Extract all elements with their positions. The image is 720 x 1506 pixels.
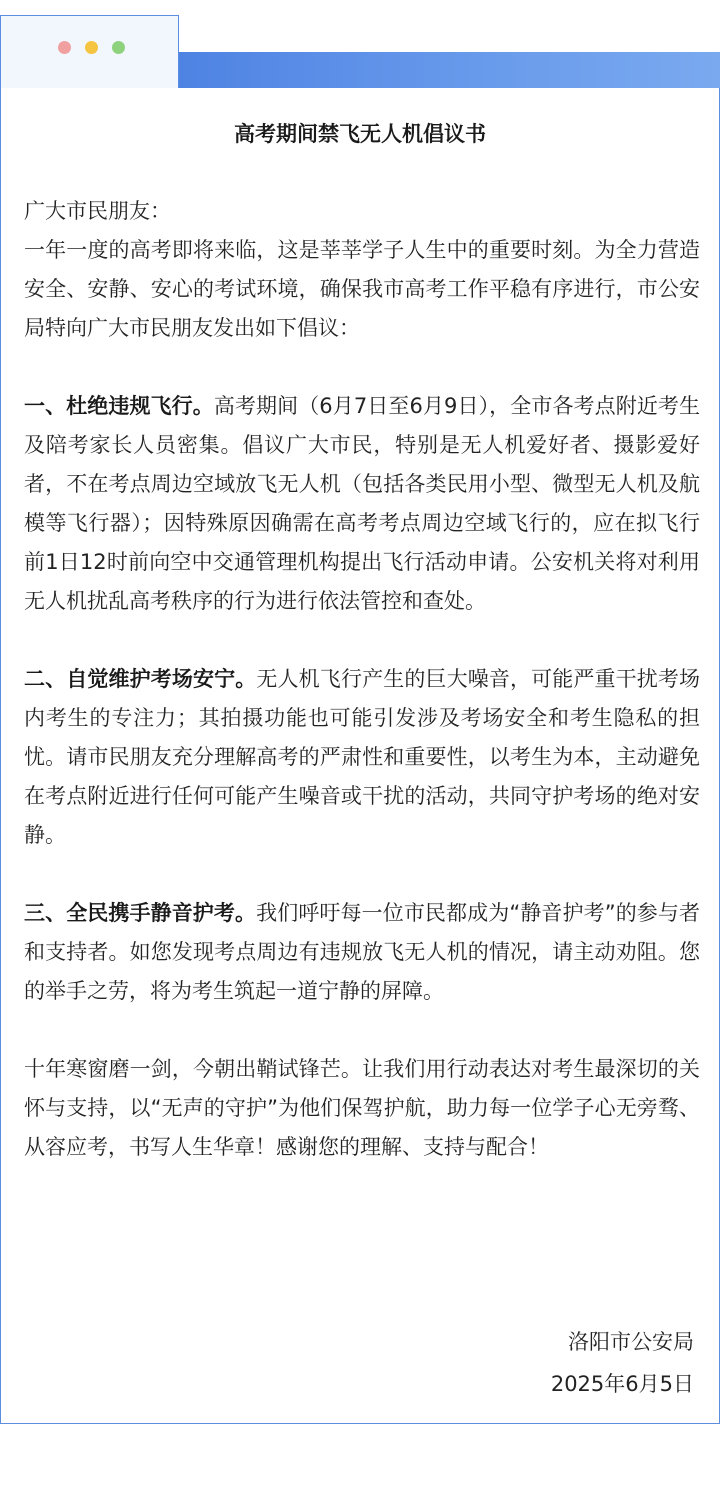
- window-tab: [0, 15, 179, 88]
- header-bar: [179, 52, 720, 88]
- section-2-body: 无人机飞行产生的巨大噪音，可能严重干扰考场内考生的专注力；其拍摄功能也可能引发涉及考场安全和考生隐私的担忧。请市民朋友充分理解高考的严肃性和重要性，以考生为本，主动避免在考点附近进行任何可能产生噪音或干扰的活动，共同守护考场的绝对安静。: [24, 667, 701, 847]
- document-title: 高考期间禁飞无人机倡议书: [234, 122, 486, 146]
- document-body: [24, 192, 700, 1167]
- section-2-heading: 二、自觉维护考场安宁。: [24, 667, 257, 691]
- close-dot-icon: [58, 41, 71, 54]
- greeting: 广大市民朋友：: [24, 199, 171, 223]
- section-3: [24, 894, 700, 1011]
- maximize-dot-icon: [112, 41, 125, 54]
- signature-date: 2025年6月5日: [550, 1372, 694, 1396]
- signature-block: [551, 1321, 694, 1405]
- section-1-body: 高考期间（6月7日至6月9日），全市各考点附近考生及陪考家长人员密集。倡议广大市民，特别是无人机爱好者、摄影爱好者，不在考点周边空域放飞无人机（包括各类民用小型、微型无人机及航模等飞行器）；因特殊原因确需在高考考点周边空域飞行的，应在拟飞行前1日12时前向空中交通管理机构提出飞行活动申请。公安机关将对利用无人机扰乱高考秩序的行为进行依法管控和查处。: [24, 394, 701, 613]
- section-3-body: 我们呼吁每一位市民都成为“静音护考”的参与者和支持者。如您发现考点周边有违规放飞无人机的情况，请主动劝阻。您的举手之劳，将为考生筑起一道宁静的屏障。: [24, 901, 701, 1003]
- section-1-heading: 一、杜绝违规飞行。: [24, 394, 214, 418]
- intro-paragraph: 一年一度的高考即将来临，这是莘莘学子人生中的重要时刻。为全力营造安全、安静、安心的考试环境，确保我市高考工作平稳有序进行，市公安局特向广大市民朋友发出如下倡议：: [24, 238, 700, 340]
- section-1: [24, 387, 700, 621]
- closing-paragraph: 十年寒窗磨一剑，今朝出鞘试锋芒。让我们用行动表达对考生最深切的关怀与支持，以“无声的守护”为他们保驾护航，助力每一位学子心无旁骛、从容应考，书写人生华章！感谢您的理解、支持与配合！: [24, 1057, 700, 1159]
- signature-org: 洛阳市公安局: [568, 1330, 694, 1354]
- minimize-dot-icon: [85, 41, 98, 54]
- section-3-heading: 三、全民携手静音护考。: [24, 901, 257, 925]
- section-2: [24, 660, 700, 855]
